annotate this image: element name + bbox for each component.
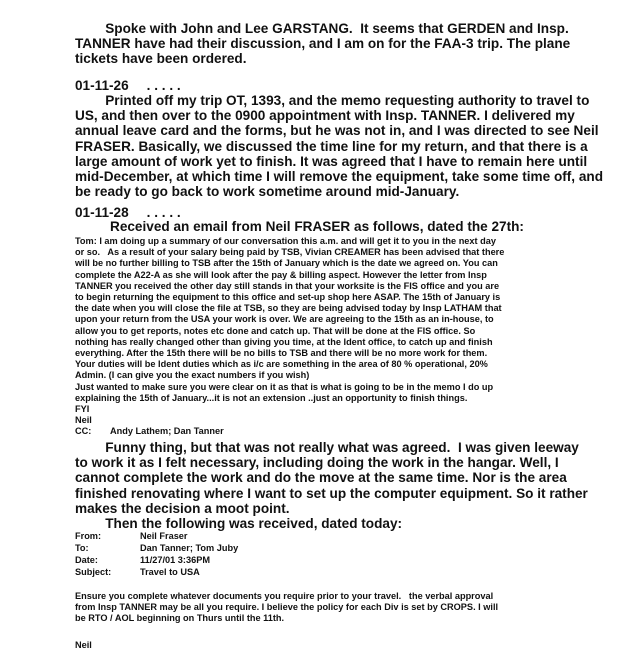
email-line: Tom: I am doing up a summary of our conversation this a.m. and will get it to you in the next day bbox=[75, 236, 496, 246]
text-line: makes the decision a moot point. bbox=[75, 500, 290, 516]
header-row-from bbox=[75, 530, 238, 542]
email-line: Just wanted to make sure you were clear on it as that is what is going to be in the memo I do up bbox=[75, 381, 494, 392]
paragraph-3 bbox=[75, 440, 588, 531]
email-line: the date when you will close the file at TSB, so they are being advised today by Insp LATHAM that bbox=[75, 303, 502, 314]
email-line: complete the A22-A as she will look after the pay & billing aspect. However the letter from Insp bbox=[75, 269, 487, 280]
text-line: finished renovating where I want to set up the computer equipment. So it rather bbox=[75, 485, 588, 501]
header-value: Travel to USA bbox=[140, 567, 200, 577]
email-line: TANNER you received the other day still stands in that your worksite is the FIS office and you are bbox=[75, 280, 500, 291]
header-row-date bbox=[75, 554, 238, 566]
email-line: Admin. (I can give you the exact numbers if you wish) bbox=[75, 370, 310, 381]
text-line: annual leave card and the forms, but he was not in, and I was directed to see Neil bbox=[75, 123, 599, 139]
header-value: Neil Fraser bbox=[140, 531, 188, 541]
cc-line bbox=[75, 426, 504, 437]
header-value: Dan Tanner; Tom Juby bbox=[140, 543, 239, 553]
paragraph-2 bbox=[75, 93, 603, 199]
email-body bbox=[75, 236, 504, 438]
email-intro: Received an email from Neil FRASER as follows, dated the 27th: bbox=[110, 219, 524, 234]
email-line: be RTO / AOL beginning on Thurs until the 11th. bbox=[75, 613, 285, 624]
text-line: FRASER. Basically, we discussed the time line for my return, and that there is a bbox=[75, 138, 588, 154]
email-line: will be no further billing to TSB after the 15th of January which is the date we agreed on. You can bbox=[75, 258, 498, 269]
email-2-body bbox=[75, 591, 498, 625]
entry-date-line bbox=[75, 78, 181, 93]
header-label: To: bbox=[75, 543, 89, 553]
email-line: explaining the 15th of January...it is not an extension ..just an opportunity to finish things. bbox=[75, 392, 468, 403]
text-line: large amount of work yet to finish. It was agreed that I have to remain here until bbox=[75, 153, 588, 169]
email-line: Ensure you complete whatever documents you require prior to your travel. the verbal approval bbox=[75, 591, 494, 601]
header-value: 11/27/01 3:36PM bbox=[140, 555, 210, 565]
text-line: cannot complete the work and do the move at the same time. Nor is the area bbox=[75, 470, 567, 486]
header-label: Subject: bbox=[75, 567, 112, 577]
text-line: TANNER have had their discussion, and I am on for the FAA-3 trip. The plane bbox=[75, 36, 571, 52]
text-line: Funny thing, but that was not really what was agreed. I was given leeway bbox=[75, 440, 579, 455]
entry-dots: . . . . . bbox=[146, 78, 181, 93]
entry-date: 01-11-26 bbox=[75, 78, 129, 93]
text-line: Then the following was received, dated today: bbox=[75, 516, 403, 532]
entry-date: 01-11-28 bbox=[75, 205, 129, 220]
text-line: Spoke with John and Lee GARSTANG. It seems that GERDEN and Insp. bbox=[75, 21, 569, 36]
cc-label: CC: bbox=[75, 426, 92, 437]
header-label: From: bbox=[75, 531, 102, 541]
email-line: or so. As a result of your salary being paid by TSB, Vivian CREAMER has been advised that there bbox=[75, 247, 505, 258]
email-line: everything. After the 15th there will be no bills to TSB and there will be no more work for them. bbox=[75, 348, 488, 359]
text-line: mid-December, at which time I will remove the equipment, take some time off, and bbox=[75, 169, 604, 185]
email-line: allow you to get reports, notes etc done and catch up. That will be done at the FIS office. So bbox=[75, 325, 476, 336]
email-line: FYI bbox=[75, 404, 90, 415]
text-line: US, and then over to the 0900 appointment with Insp. TANNER. I delivered my bbox=[75, 108, 575, 124]
email-line: Neil bbox=[75, 415, 92, 426]
text-line: be ready to go back to work sometime around mid-January. bbox=[75, 184, 460, 200]
text-line: Printed off my trip OT, 1393, and the memo requesting authority to travel to bbox=[75, 93, 590, 108]
header-label: Date: bbox=[75, 555, 98, 565]
entry-dots: . . . . . bbox=[146, 205, 181, 220]
email-line: nothing has really changed other than giving you time, at the Ident office, to catch up and finish bbox=[75, 336, 493, 347]
text-line: tickets have been ordered. bbox=[75, 51, 247, 67]
entry-date-line bbox=[75, 205, 181, 220]
paragraph-1 bbox=[75, 21, 570, 67]
header-row-to bbox=[75, 542, 238, 554]
text-line: to work it as I felt necessary, including doing the work in the hangar. Well, I bbox=[75, 455, 559, 471]
email-line: upon your return from the USA your work is over. We are agreeing to the 15th as an in-house, to bbox=[75, 314, 494, 325]
email-line: to begin returning the equipment to this office and set-up shop here ASAP. The 15th of January is bbox=[75, 292, 501, 303]
email-line: from Insp TANNER may be all you require. I believe the policy for each Div is set by CROPS. I will bbox=[75, 602, 499, 613]
email-header bbox=[75, 530, 238, 578]
cc-value: Andy Lathem; Dan Tanner bbox=[110, 426, 224, 437]
email-line: Your duties will be Ident duties which as i/c are something in the area of 80 % operational, 20% bbox=[75, 359, 488, 370]
header-row-subject bbox=[75, 566, 238, 578]
signoff: Neil bbox=[75, 640, 92, 650]
